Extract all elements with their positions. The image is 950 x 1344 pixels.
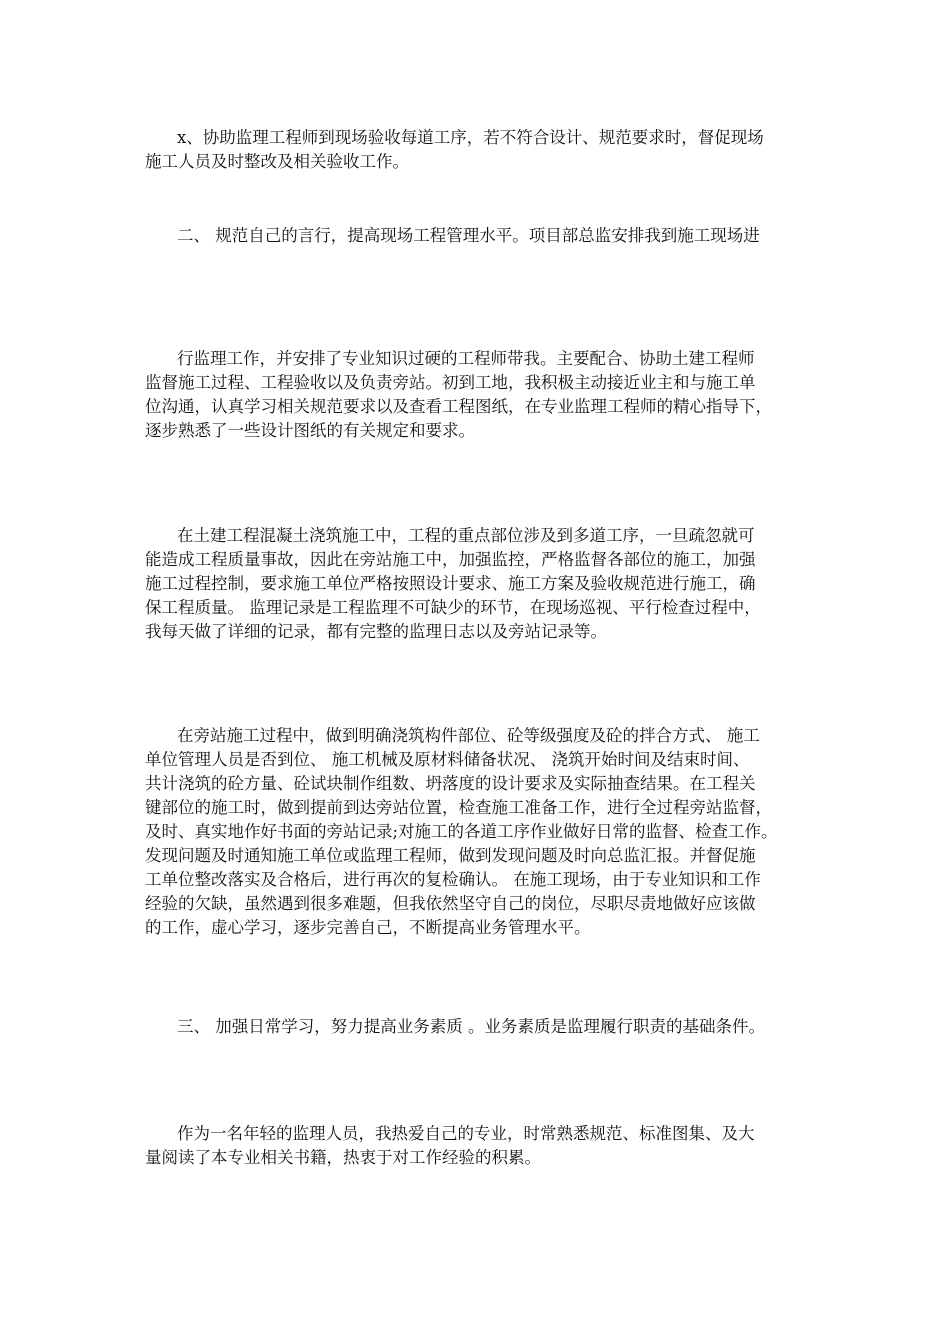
text-line: 位沟通，认真学习相关规范要求以及查看工程图纸，在专业监理工程师的精心指导下，: [145, 397, 772, 416]
text-line: 在旁站施工过程中，做到明确浇筑构件部位、砼等级强度及砼的拌合方式、 施工: [177, 726, 760, 745]
text-line: 单位管理人员是否到位、 施工机械及原材料储备状况、 浇筑开始时间及结束时间、: [145, 750, 750, 769]
text-line: 我每天做了详细的记录，都有完整的监理日志以及旁站记录等。: [145, 622, 607, 641]
text-line: x、协助监理工程师到现场验收每道工序，若不符合设计、规范要求时，督促现场: [177, 128, 764, 147]
text-line: 在土建工程混凝土浇筑施工中，工程的重点部位涉及到多道工序，一旦疏忽就可: [177, 526, 755, 545]
text-line: 能造成工程质量事故，因此在旁站施工中，加强监控，严格监督各部位的施工，加强: [145, 550, 756, 569]
text-line: 发现问题及时通知施工单位或监理工程师，做到发现问题及时向总监汇报。并督促施: [145, 846, 756, 865]
text-line: 的工作，虚心学习，逐步完善自己，不断提高业务管理水平。: [145, 918, 591, 937]
text-line: 逐步熟悉了一些设计图纸的有关规定和要求。: [145, 421, 475, 440]
text-line: 量阅读了本专业相关书籍，热衷于对工作经验的积累。: [145, 1148, 541, 1167]
text-line: 共计浇筑的砼方量、砼试块制作组数、坍落度的设计要求及实际抽查结果。在工程关: [145, 774, 756, 793]
text-line: 监督施工过程、工程验收以及负责旁站。初到工地，我积极主动接近业主和与施工单: [145, 373, 756, 392]
text-line: 保工程质量。 监理记录是工程监理不可缺少的环节，在现场巡视、平行检查过程中，: [145, 598, 761, 617]
text-line: 行监理工作，并安排了专业知识过硬的工程师带我。主要配合、协助土建工程师: [177, 349, 755, 368]
text-line: 作为一名年轻的监理人员，我热爱自己的专业，时常熟悉规范、标准图集、及大: [177, 1124, 755, 1143]
section-heading-2: 二、 规范自己的言行，提高现场工程管理水平。项目部总监安排我到施工现场进: [177, 226, 760, 245]
text-line: 经验的欠缺，虽然遇到很多难题，但我依然坚守自己的岗位，尽职尽责地做好应该做: [145, 894, 756, 913]
text-line: 及时、真实地作好书面的旁站记录;对施工的各道工序作业做好日常的监督、检查工作。: [145, 822, 778, 841]
text-line: 施工过程控制，要求施工单位严格按照设计要求、施工方案及验收规范进行施工，确: [145, 574, 756, 593]
text-line: 工单位整改落实及合格后，进行再次的复检确认。 在施工现场，由于专业知识和工作: [145, 870, 761, 889]
text-line: 键部位的施工时，做到提前到达旁站位置，检查施工准备工作，进行全过程旁站监督，: [145, 798, 772, 817]
section-heading-3: 三、 加强日常学习，努力提高业务素质 。业务素质是监理履行职责的基础条件。: [177, 1017, 765, 1036]
text-line: 施工人员及时整改及相关验收工作。: [145, 152, 409, 171]
